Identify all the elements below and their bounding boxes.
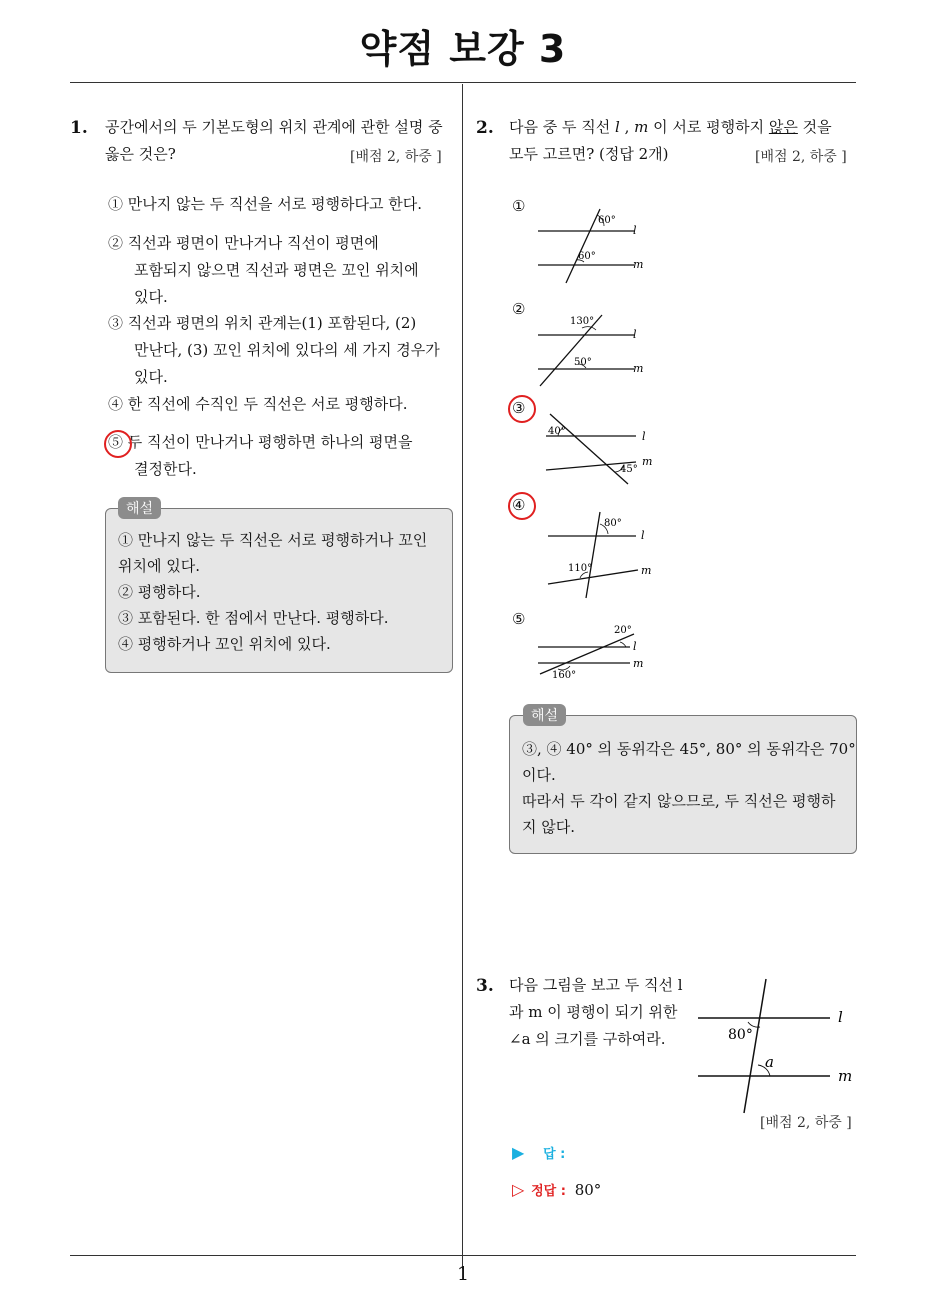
page-number: 1	[456, 1263, 470, 1285]
column-divider	[462, 84, 463, 1269]
angle-label: 45°	[620, 464, 638, 475]
option-text: 포함되지 않으면 직선과 평면은 꼬인 위치에	[134, 261, 419, 279]
q2-fig4-mark[interactable]: ④	[512, 496, 526, 514]
q2-score: [배점 2, 하중 ]	[755, 149, 847, 165]
q2-explanation-box	[509, 715, 857, 854]
line-label-m: m	[642, 455, 653, 468]
line-label-l: l	[641, 529, 645, 542]
correct-arrow-icon: ▷	[512, 1180, 525, 1199]
answer-label: 답 :	[543, 1147, 566, 1162]
q1-option-1[interactable]	[108, 191, 422, 218]
q2-figure-4	[540, 508, 670, 600]
option-text: 있다.	[134, 288, 168, 306]
q2-text-part: 다음 중 두 직선	[509, 118, 616, 136]
top-rule	[70, 82, 856, 83]
line-label-m: m	[641, 564, 652, 577]
option-text: 직선과 평면의 위치 관계는(1) 포함된다, (2)	[127, 314, 417, 332]
q2-figure-3	[540, 410, 670, 490]
option-text: 직선과 평면이 만나거나 직선이 평면에	[127, 234, 379, 252]
q3-score: [배점 2, 하중 ]	[760, 1115, 852, 1131]
option-mark: ④	[108, 395, 124, 413]
option-mark: ②	[108, 234, 124, 252]
angle-variable: a	[765, 1053, 774, 1071]
line-label-m: m	[633, 258, 644, 271]
q2-text-line2: 모두 고르면? (정답 2개)	[509, 145, 669, 163]
explanation-line: 따라서 두 각이 같지 않으므로, 두 직선은 평행하	[522, 792, 836, 810]
option-text: 한 직선에 수직인 두 직선은 서로 평행하다.	[127, 395, 408, 413]
angle-label: 110°	[568, 563, 593, 574]
explanation-line: ③ 포함된다. 한 점에서 만난다. 평행하다.	[118, 609, 389, 627]
q2-var-m: m	[634, 118, 649, 136]
option-text: 만난다, (3) 꼬인 위치에 있다의 세 가지 경우가	[134, 341, 440, 359]
angle-label: 60°	[578, 251, 596, 262]
line-label-l: l	[633, 224, 637, 237]
option-mark: ③	[108, 314, 124, 332]
q2-figure-5	[534, 620, 664, 684]
q2-text-line1	[509, 114, 832, 141]
page-title: 약점 보강 3	[359, 27, 567, 71]
explanation-line: ③, ④ 40° 의 동위각은 45°, 80° 의 동위각은 70°	[522, 740, 856, 758]
q2-fig1-mark[interactable]: ①	[512, 197, 526, 215]
answer-circle-mark	[508, 492, 536, 520]
explanation-line: ② 평행하다.	[118, 583, 201, 601]
q2-text-part: 이 서로 평행하지	[648, 118, 769, 136]
q3-figure	[690, 975, 860, 1120]
correct-value: 80°	[574, 1181, 602, 1199]
q1-text-line1: 공간에서의 두 기본도형의 위치 관계에 관한 설명 중	[105, 118, 443, 136]
q1-score: [배점 2, 하중 ]	[350, 149, 442, 165]
q1-option-5[interactable]	[108, 429, 412, 483]
q2-figure-2	[530, 310, 660, 392]
line-label-m: m	[633, 362, 644, 375]
option-mark: ⑤	[108, 433, 124, 451]
answer-circle-mark	[508, 395, 536, 423]
line-label-m: m	[838, 1067, 853, 1085]
angle-label: 40°	[548, 426, 566, 437]
q3-answer-row[interactable]	[512, 1143, 565, 1162]
answer-arrow-icon: ▶	[512, 1143, 525, 1162]
correct-label: 정답 :	[531, 1184, 566, 1199]
q2-var-l: l	[615, 118, 620, 136]
q1-option-3[interactable]	[108, 310, 440, 391]
q2-fig2-mark[interactable]: ②	[512, 300, 526, 318]
explanation-line: 위치에 있다.	[118, 557, 200, 575]
angle-label: 20°	[614, 625, 632, 636]
explanation-line: 지 않다.	[522, 818, 576, 836]
option-mark: ①	[108, 195, 124, 213]
q2-number: 2.	[476, 118, 494, 138]
q3-correct-row	[512, 1180, 601, 1199]
q2-figure-1	[530, 205, 660, 285]
option-text: 만나지 않는 두 직선을 서로 평행하다고 한다.	[127, 195, 422, 213]
q1-option-2[interactable]	[108, 230, 419, 311]
q1-number: 1.	[70, 118, 88, 138]
angle-label: 80°	[728, 1027, 753, 1043]
q1-option-4[interactable]	[108, 391, 408, 418]
angle-label: 160°	[552, 670, 577, 681]
q2-text-part: 것을	[797, 118, 832, 136]
explanation-line: ④ 평행하거나 꼬인 위치에 있다.	[118, 635, 331, 653]
angle-label: 80°	[604, 518, 622, 529]
q2-explanation-tag: 해설	[523, 704, 566, 726]
answer-circle-mark	[104, 430, 132, 458]
q3-number: 3.	[476, 976, 494, 996]
angle-label: 50°	[574, 357, 592, 368]
line-label-l: l	[633, 328, 637, 341]
option-text: 두 직선이 만나거나 평행하면 하나의 평면을	[127, 433, 413, 451]
q3-text-line2: 과 m 이 평행이 되기 위한	[509, 1003, 678, 1021]
angle-label: 130°	[570, 316, 595, 327]
q2-fig5-mark[interactable]: ⑤	[512, 610, 526, 628]
q3-text-line3: ∠a 의 크기를 구하여라.	[509, 1030, 666, 1048]
explanation-line: ① 만나지 않는 두 직선은 서로 평행하거나 꼬인	[118, 531, 428, 549]
q3-text-line1: 다음 그림을 보고 두 직선 l	[509, 976, 683, 994]
option-text: 결정한다.	[134, 460, 197, 478]
q2-underlined-word: 않은	[768, 118, 798, 136]
q2-fig3-mark[interactable]: ③	[512, 399, 526, 417]
option-text: 있다.	[134, 368, 168, 386]
q1-text-line2: 옳은 것은?	[105, 145, 176, 163]
q1-explanation-box	[105, 508, 453, 673]
line-label-l: l	[642, 430, 646, 443]
q1-explanation-tag: 해설	[118, 497, 161, 519]
bottom-rule	[70, 1255, 856, 1256]
q2-text-part: ,	[619, 118, 635, 136]
line-label-m: m	[633, 657, 644, 670]
explanation-line: 이다.	[522, 766, 556, 784]
angle-label: 60°	[598, 215, 616, 226]
line-label-l: l	[633, 640, 637, 653]
line-label-l: l	[838, 1008, 843, 1026]
